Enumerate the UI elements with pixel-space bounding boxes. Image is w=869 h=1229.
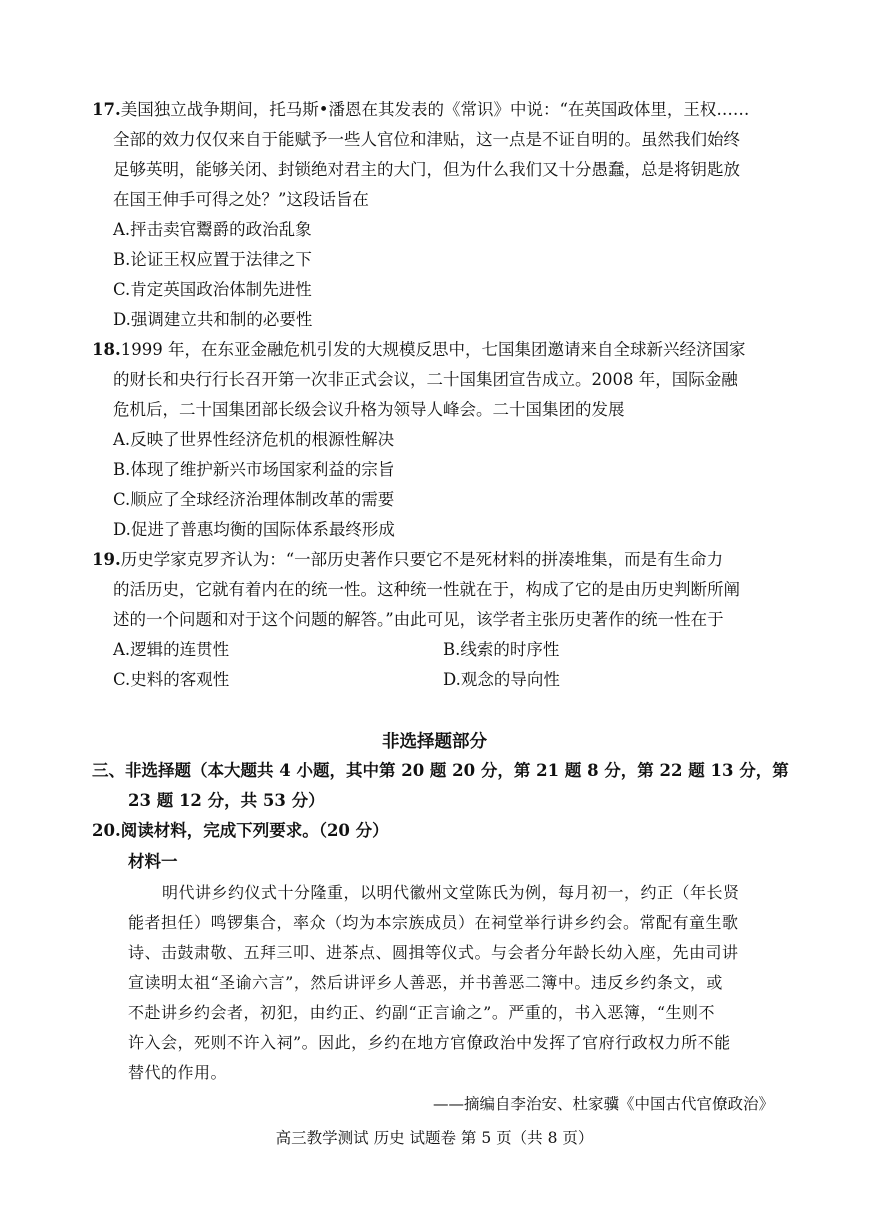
q18-line-2: 的财长和央行行长召开第一次非正式会议，二十国集团宣告成立。2008 年，国际金融: [113, 370, 738, 389]
q20-material-source: ——摘编自李治安、杜家骥《中国古代官僚政治》: [432, 1095, 774, 1113]
q19-number: 19.: [92, 550, 121, 569]
q17-line-1: [92, 99, 749, 121]
q19-text-1: 历史学家克罗齐认为：“一部历史著作只要它不是死材料的拼凑堆集，而是有生命力: [120, 550, 724, 569]
q17-option-d: D.强调建立共和制的必要性: [113, 310, 313, 329]
section-title: 非选择题部分: [382, 732, 487, 752]
q20-material-line-4: 宣读明太祖“圣谕六言”，然后讲评乡人善恶，并书善恶二簿中。违反乡约条文，或: [128, 973, 723, 992]
q17-option-c: C.肯定英国政治体制先进性: [113, 280, 312, 299]
q18-option-d: D.促进了普惠均衡的国际体系最终形成: [113, 520, 395, 539]
q18-text-1: 1999 年，在东亚金融危机引发的大规模反思中，七国集团邀请来自全球新兴经济国家: [120, 340, 746, 359]
q20-intro: 20.阅读材料，完成下列要求。（20 分）: [92, 821, 389, 840]
q17-line-3: 足够英明，能够关闭、封锁绝对君主的大门，但为什么我们又十分愚蠢，总是将钥匙放: [113, 160, 740, 179]
q19-line-2: 的活历史，它就有着内在的统一性。这种统一性就在于，构成了它的是由历史判断所阐: [113, 580, 740, 599]
q20-material-line-2: 能者担任）鸣锣集合，率众（均为本宗族成员）在祠堂举行讲乡约会。常配有童生歌: [128, 913, 739, 932]
q18-option-a: A.反映了世界性经济危机的根源性解决: [113, 430, 395, 449]
q18-number: 18.: [92, 340, 121, 359]
section-heading-line-1: 三、非选择题（本大题共 4 小题，其中第 20 题 20 分，第 21 题 8 分，第 22 题 13 分，第: [92, 761, 789, 780]
q19-option-b: B.线索的时序性: [443, 640, 560, 659]
q20-material-line-6: 许入会，死则不许入祠”。因此，乡约在地方官僚政治中发挥了官府行政权力所不能: [128, 1033, 731, 1052]
q19-line-3: 述的一个问题和对于这个问题的解答。”由此可见，该学者主张历史著作的统一性在于: [113, 610, 724, 629]
q17-text-1: 美国独立战争期间，托马斯•潘恩在其发表的《常识》中说：“在英国政体里，王权……: [120, 100, 750, 119]
q20-material-line-7: 替代的作用。: [128, 1063, 228, 1082]
q20-material-line-3: 诗、击鼓肃敬、五拜三叩、进茶点、圆揖等仪式。与会者分年龄长幼入座，先由司讲: [128, 943, 739, 962]
q18-line-1: [92, 339, 745, 361]
q20-material-label: 材料一: [128, 852, 178, 871]
q17-option-a: A.抨击卖官鬻爵的政治乱象: [113, 220, 312, 239]
q19-line-1: [92, 549, 723, 571]
section-heading-line-2: 23 题 12 分，共 53 分）: [128, 791, 325, 810]
q19-option-a: A.逻辑的连贯性: [113, 640, 230, 659]
q20-material-line-1: 明代讲乡约仪式十分隆重，以明代徽州文堂陈氏为例，每月初一，约正（年长贤: [162, 883, 740, 902]
q17-option-b: B.论证王权应置于法律之下: [113, 250, 312, 269]
q17-number: 17.: [92, 100, 121, 119]
q17-line-2: 全部的效力仅仅来自于能赋予一些人官位和津贴，这一点是不证自明的。虽然我们始终: [113, 130, 740, 149]
q18-line-3: 危机后，二十国集团部长级会议升格为领导人峰会。二十国集团的发展: [113, 400, 625, 419]
q18-option-c: C.顺应了全球经济治理体制改革的需要: [113, 490, 395, 509]
q19-option-d: D.观念的导向性: [443, 670, 560, 689]
q18-option-b: B.体现了维护新兴市场国家利益的宗旨: [113, 460, 395, 479]
page-footer: 高三教学测试 历史 试题卷 第 5 页（共 8 页）: [275, 1129, 594, 1147]
q20-material-line-5: 不赴讲乡约会者，初犯，由约正、约副“正言谕之”。严重的，书入恶簿，“生则不: [128, 1003, 716, 1022]
q19-option-c: C.史料的客观性: [113, 670, 230, 689]
q17-line-4: 在国王伸手可得之处？”这段话旨在: [113, 190, 369, 209]
